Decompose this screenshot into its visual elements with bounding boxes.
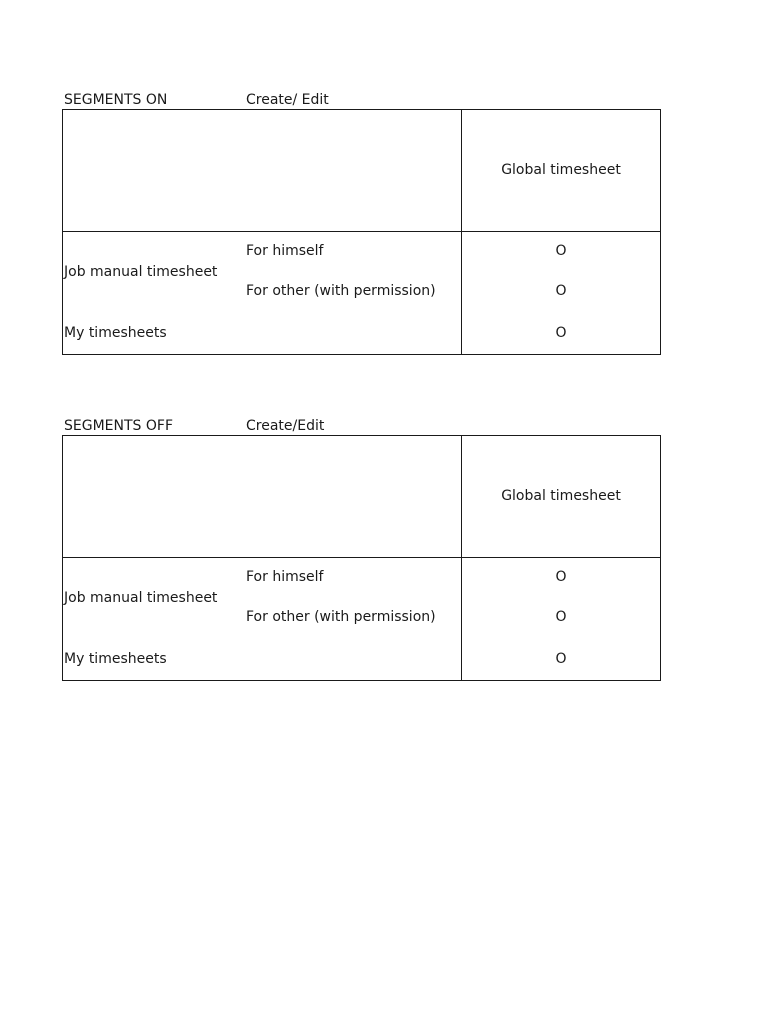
global-timesheet-header: Global timesheet [501,488,621,504]
permission-mark-for-himself: O [555,243,567,259]
row-label-my-timesheets: My timesheets [64,651,167,667]
section-header-create-edit: Create/ Edit [246,92,329,108]
row-label-job-manual-timesheet: Job manual timesheet [64,590,218,606]
permission-mark-for-other: O [555,609,567,625]
row-label-job-manual-timesheet: Job manual timesheet [64,264,218,280]
sublabel-for-himself: For himself [246,243,324,259]
section-title: SEGMENTS OFF [64,418,173,434]
segments-off-section [0,416,768,716]
permission-mark-for-other: O [555,283,567,299]
sublabel-for-himself: For himself [246,569,324,585]
permissions-table [62,109,661,355]
permission-mark-my-timesheets: O [555,325,567,341]
global-timesheet-header: Global timesheet [501,162,621,178]
permission-mark-my-timesheets: O [555,651,567,667]
permissions-table [62,435,661,681]
sublabel-for-other: For other (with permission) [246,283,436,299]
row-label-my-timesheets: My timesheets [64,325,167,341]
row-divider [63,557,660,558]
segments-on-section [0,90,768,390]
section-header-create-edit: Create/Edit [246,418,325,434]
sublabel-for-other: For other (with permission) [246,609,436,625]
section-title: SEGMENTS ON [64,92,168,108]
column-divider [461,110,462,354]
row-divider [63,231,660,232]
permission-mark-for-himself: O [555,569,567,585]
column-divider [461,436,462,680]
